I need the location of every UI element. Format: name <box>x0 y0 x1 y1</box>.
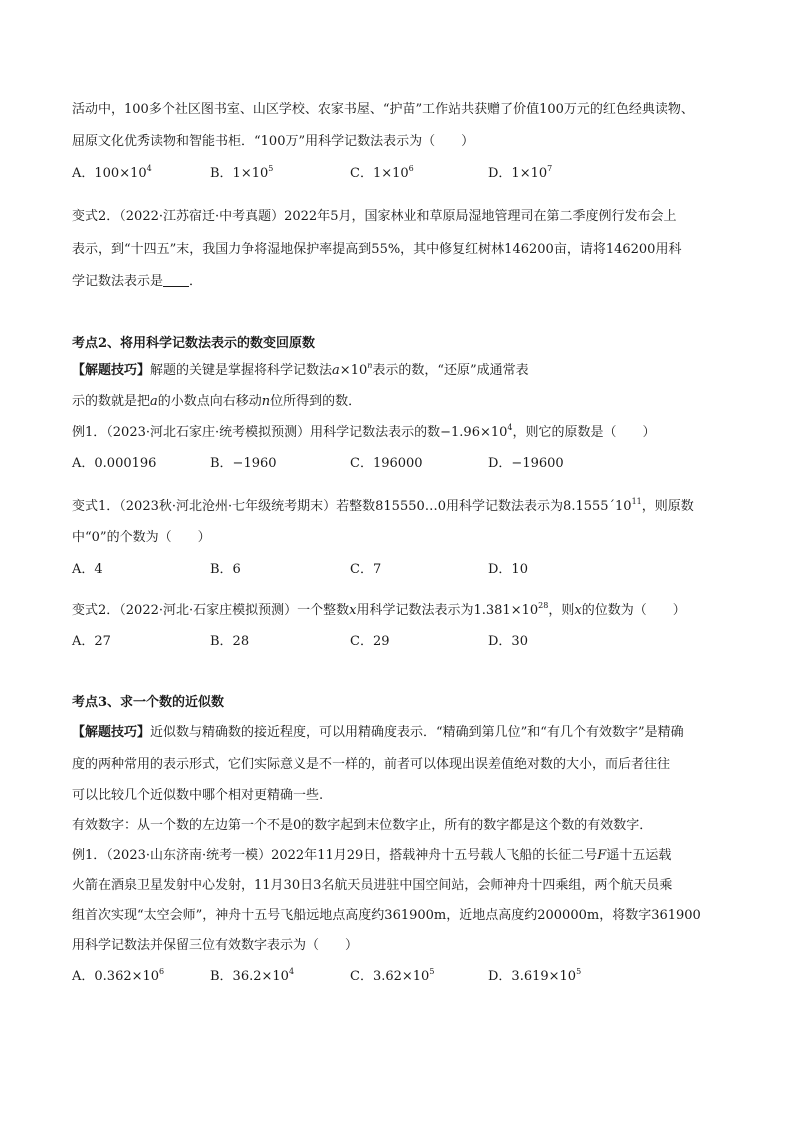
s2-var2-option-d: D．30 <box>488 634 528 649</box>
section-3-tip-line-2: 度的两种常用的表示形式，它们实际意义是不一样的，前者可以体现出误差值绝对数的大小，而后者往往 <box>72 757 671 772</box>
s3-ex1-option-c: C．$3.62\times 10^5$ <box>350 967 435 984</box>
var2-line-3: 学记数法表示是 ． <box>72 274 203 289</box>
q1-line-1: 活动中，100多个社区图书室、山区学校、农家书屋、“护苗”工作站共获赠了价值100万元的红色经典读物、 <box>72 102 694 117</box>
s2-var2-option-c: C．29 <box>350 634 390 649</box>
s2-ex1-option-a: A．0.000196 <box>72 456 157 471</box>
s2-variant-1-line-1: 变式1．（2023秋·河北沧州·七年级统考期末）若整数815550…0用科学记数法表示为$8.1555´10^{11}$，则原数 <box>72 497 694 514</box>
s3-ex1-option-b: B．$36.2\times 10^4$ <box>210 967 295 984</box>
q1-option-a: A．$100\times 10^4$ <box>72 164 152 181</box>
q1-option-d: D．$1\times 10^7$ <box>488 164 553 181</box>
section-3-tip-line-1: 【解题技巧】近似数与精确数的接近程度，可以用精确度表示．“精确到第几位”和“有几个有效数字”是精确 <box>72 725 684 740</box>
s2-variant-1-line-2: 中“0”的个数为（ ） <box>72 530 211 545</box>
s2-var2-option-b: B．28 <box>210 634 250 649</box>
s3-ex1-option-a: A．$0.362\times 10^6$ <box>72 967 165 984</box>
s2-var1-option-a: A．4 <box>72 562 103 577</box>
q1-line-2: 屈原文化优秀读物和智能书柜．“100万”用科学记数法表示为（ ） <box>72 134 475 149</box>
s2-example-1: 例1．（2023·河北石家庄·统考模拟预测）用科学记数法表示的数$-1.96\times 10^4$，则它的原数是（ ） <box>72 423 656 440</box>
section-2-tip-line-1: 【解题技巧】解题的关键是掌握将科学记数法$a\times 10^n$表示的数，“还原”成通常表 <box>72 361 529 378</box>
section-3-heading: 考点3、求一个数的近似数 <box>72 695 225 710</box>
s2-ex1-option-d: D．−19600 <box>488 456 564 471</box>
s2-var2-option-a: A．27 <box>72 634 111 649</box>
q1-option-c: C．$1\times 10^6$ <box>350 164 414 181</box>
s2-variant-2-line-1: 变式2．（2022·河北·石家庄模拟预测）一个整数x用科学记数法表示为$1.381\times 10^{28}$，则x的位数为（ ） <box>72 601 686 618</box>
s3-example-1-line-2: 火箭在酒泉卫星发射中心发射，11月30日3名航天员进驻中国空间站，会师神舟十四乘组，两个航天员乘 <box>72 878 673 893</box>
section-2-tip-line-2: 示的数就是把a的小数点向右移动n位所得到的数． <box>72 394 362 409</box>
s3-ex1-option-d: D．$3.619\times 10^5$ <box>488 967 582 984</box>
var2-line-2: 表示，到“十四五”末，我国力争将湿地保护率提高到55%，其中修复红树林146200亩，请将146200用科 <box>72 242 682 257</box>
s2-var1-option-c: C．7 <box>350 562 382 577</box>
s2-var1-option-d: D．10 <box>488 562 528 577</box>
s3-example-1-line-3: 组首次实现“太空会师”，神舟十五号飞船远地点高度约361900m，近地点高度约200000m，将数字361900 <box>72 908 701 923</box>
s3-example-1-line-4: 用科学记数法并保留三位有效数字表示为（ ） <box>72 938 359 953</box>
var2-line-1: 变式2．（2022·江苏宿迁·中考真题）2022年5月，国家林业和草原局湿地管理司在第二季度例行发布会上 <box>72 209 677 224</box>
significant-figures-definition: 有效数字：从一个数的左边第一个不是0的数字起到末位数字止，所有的数字都是这个数的有效数字． <box>72 818 653 833</box>
s2-ex1-option-b: B．−1960 <box>210 456 277 471</box>
s3-example-1-line-1: 例1．（2023·山东济南·统考一模）2022年11月29日，搭载神舟十五号载人飞船的长征二号F遥十五运载 <box>72 848 672 863</box>
section-3-tip-line-3: 可以比较几个近似数中哪个相对更精确一些. <box>72 788 324 803</box>
section-2-heading: 考点2、将用科学记数法表示的数变回原数 <box>72 336 316 351</box>
s2-var1-option-b: B．6 <box>210 562 241 577</box>
q1-option-b: B．$1\times 10^5$ <box>210 164 274 181</box>
s2-ex1-option-c: C．196000 <box>350 456 423 471</box>
answer-blank <box>163 274 189 287</box>
